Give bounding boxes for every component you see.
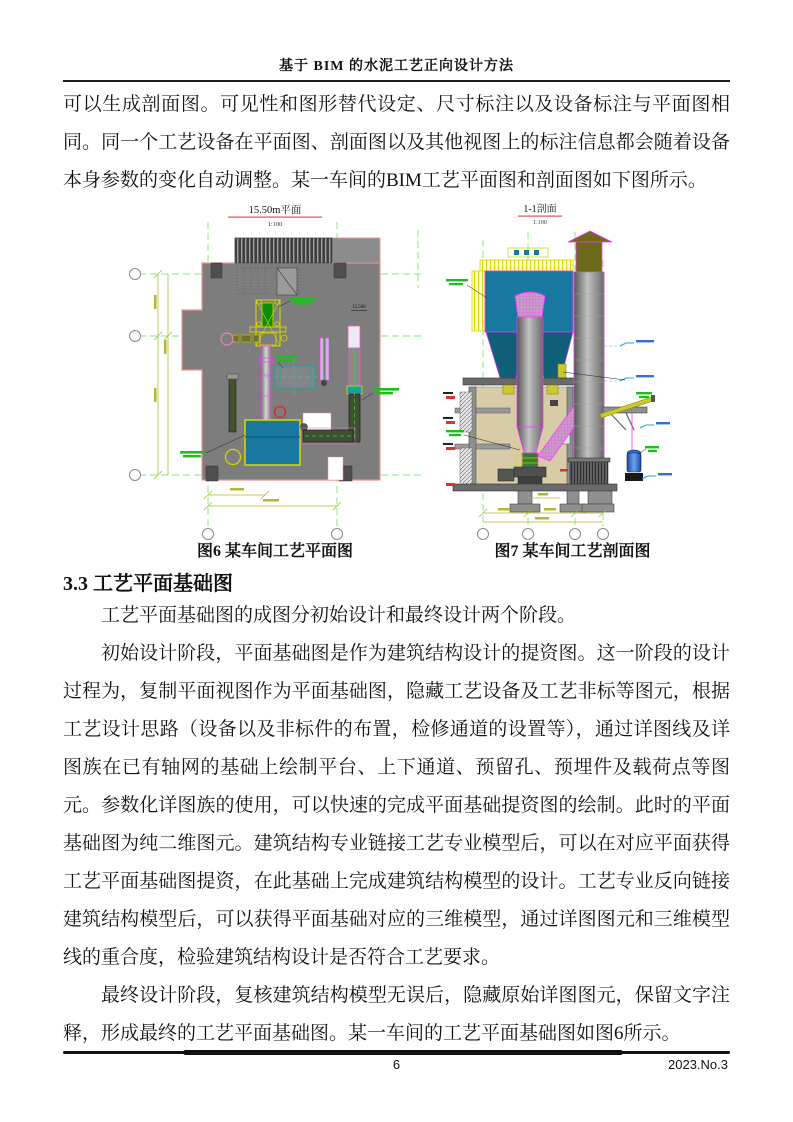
section-paragraph-3: 最终设计阶段，复核建筑结构模型无误后，隐藏原始详图图元，保留文字注释，形成最终的工艺平面基础图。某一车间的工艺平面基础图如图6所示。 xyxy=(63,985,730,1044)
section-paragraph-2: 初始设计阶段，平面基础图是作为建筑结构设计的提资图。这一阶段的设计过程为，复制平面视图作为平面基础图，隐藏工艺设备及工艺非标等图元，根据工艺设计思路（设备以及非标件的布置，检修通道的设置等），通过详图线及详图族在已有轴网的基础上绘制平台、上下通道、预留孔、预埋件及载荷点等图元。参数化详图族的使用，可以快速的完成平面基础提资图的绘制。此时的平面基础图为纯二维图元。建筑结构专业链接工艺专业模型后，可以在对应平面获得工艺平面基础图提资，在此基础上完成建筑结构模型的设计。工艺专业反向链接建筑结构模型后，可以获得平面基础对应的三维模型，通过详图图元和三维模型线的重合度，检验建筑结构设计是否符合工艺要求。 xyxy=(63,643,730,968)
figure7-section-drawing xyxy=(430,200,715,542)
svg-text:15.50m平面: 15.50m平面 xyxy=(248,205,302,216)
section-heading: 3.3 工艺平面基础图 xyxy=(63,573,233,595)
figure6-plan-drawing xyxy=(125,200,425,542)
svg-text:15.500: 15.500 xyxy=(352,305,366,310)
footer-rule xyxy=(63,1051,730,1054)
intro-paragraph: 可以生成剖面图。可见性和图形替代设定、尺寸标注以及设备标注与平面图相同。同一个工艺设备在平面图、剖面图以及其他视图上的标注信息都会随着设备本身参数的变化自动调整。某一车间的BIM工艺平面图和剖面图如下图所示。 xyxy=(63,94,730,191)
figure7-block xyxy=(430,200,715,562)
figure6-block xyxy=(125,200,425,562)
svg-text:1-1剖面: 1-1剖面 xyxy=(523,204,557,215)
section-grid-bubbles xyxy=(478,529,609,540)
svg-text:1:100: 1:100 xyxy=(267,221,283,228)
section-paragraph-1: 工艺平面基础图的成图分初始设计和最终设计两个阶段。 xyxy=(101,605,577,626)
figure7-view-title xyxy=(518,202,562,226)
figure-row xyxy=(63,200,730,562)
issue-label: 2023.No.3 xyxy=(668,1057,728,1072)
section-right-platform xyxy=(600,395,655,452)
plan-fan-and-arm xyxy=(221,333,259,345)
svg-text:1:100: 1:100 xyxy=(533,220,547,226)
page-number: 6 xyxy=(392,1057,401,1072)
figure6-caption: 图6 某车间工艺平面图 xyxy=(196,543,353,560)
running-header xyxy=(63,55,730,82)
figure7-caption: 图7 某车间工艺剖面图 xyxy=(494,543,651,560)
paper-title: 基于 BIM 的水泥工艺正向设计方法 xyxy=(279,59,514,74)
figure6-view-title xyxy=(228,204,322,228)
section-blue-tank xyxy=(625,450,643,481)
page-footer xyxy=(63,1051,730,1075)
